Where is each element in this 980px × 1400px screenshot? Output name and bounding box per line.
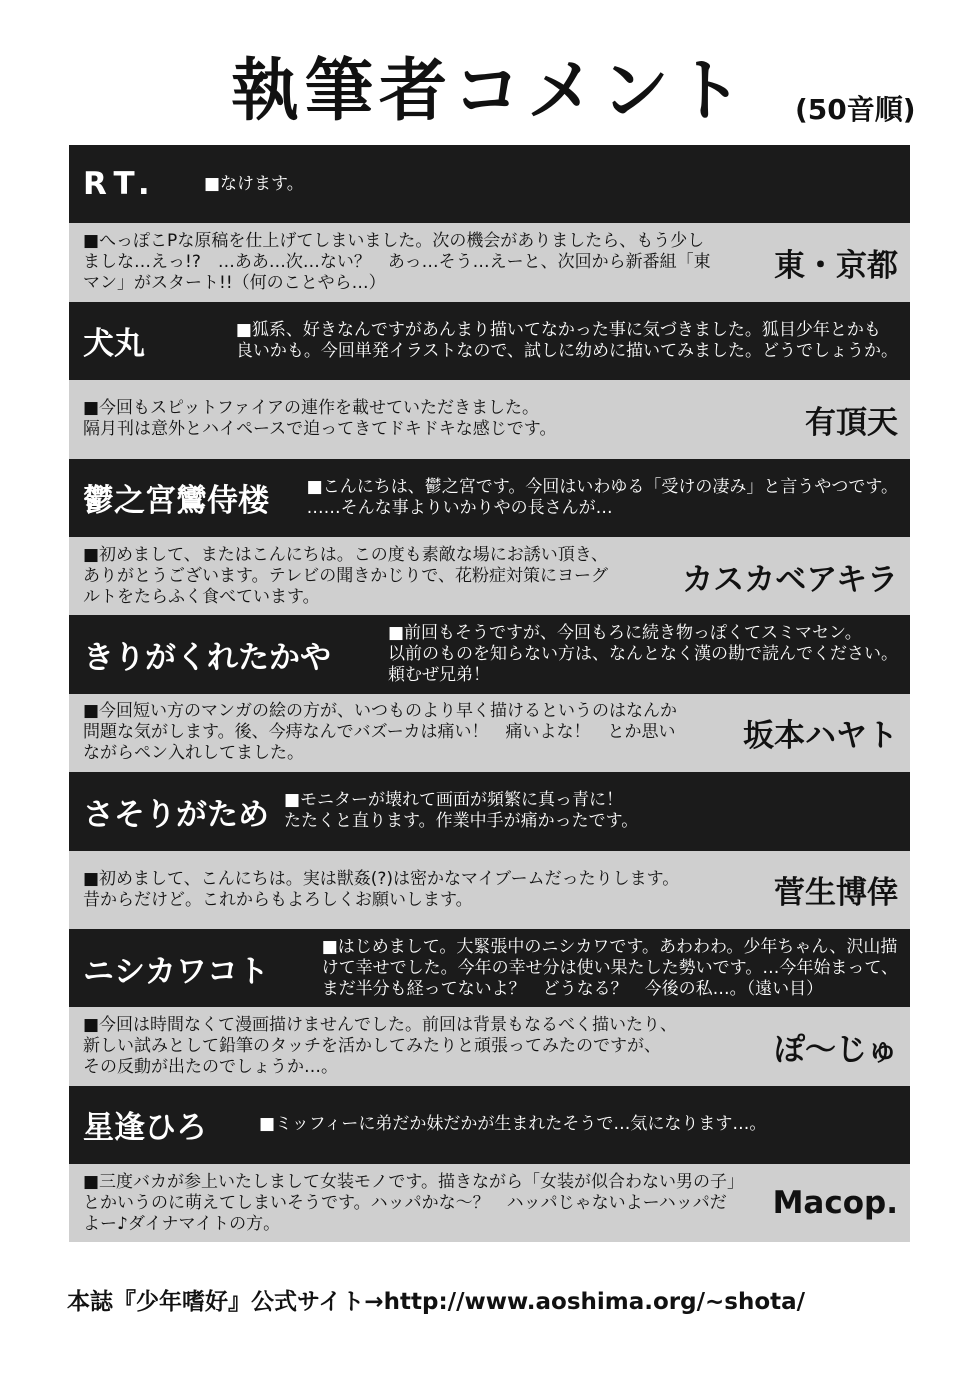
comment-row [69,694,910,772]
author-comment: ■ミッフィーに弟だか妹だかが生まれたそうで…気になります…。 [259,1114,767,1135]
comment-row [69,929,910,1007]
comment-row [69,1086,910,1164]
comment-row [69,1007,910,1085]
comment-row [69,302,910,380]
author-comment: ■前回もそうですが、今回もろに続き物っぽくてスミマセン。 以前のものを知らない方は、なんとなく漢の勘で読んでください。 頼むぜ兄弟！ [388,623,898,686]
author-name: RT. [83,166,158,203]
comment-row [69,537,910,615]
author-comment: ■初めまして、またはこんにちは。この度も素敵な場にお誘い頂き、 ありがとうございます。テレビの聞きかじりで、花粉症対策にヨーグ ルトをたらふく食べています。 [83,544,609,607]
comment-row [69,851,910,929]
author-comment: ■初めまして、こんにちは。実は獣姦(?)は密かなマイブームだったりします。 昔からだけど。これからもよろしくお願いします。 [83,868,680,910]
sort-order-note: (50音順) [795,93,916,126]
official-site-link[interactable]: 本誌『少年嗜好』公式サイト→http://www.aoshima.org/~shota/ [67,1289,806,1315]
author-comment: ■なけます。 [204,173,304,194]
author-name: 星逢ひろ [83,1110,207,1147]
author-comment: ■はじめまして。大緊張中のニシカワです。あわわわ。少年ちゃん、沢山描 けて幸せでした。今年の幸せ分は使い果たした勢いです。…今年始まって、 まだ半分も経ってないよ？ どうなる？ 今後の私…。（遠い目） [321,936,898,999]
comment-row [69,1164,910,1242]
author-name: Macop. [772,1185,898,1222]
comment-row [69,223,910,301]
author-comment: ■今回もスピットファイアの連作を載せていただきました。 隔月刊は意外とハイペースで迫ってきてドキドキな感じです。 [83,398,557,440]
author-name: 有頂天 [805,404,898,441]
author-name: きりがくれたかや [83,640,331,677]
page-title: 執筆者コメント [230,52,749,131]
author-name: 坂本ハヤト [743,718,898,755]
author-comment: ■モニターが壊れて画面が頻繁に真っ青に！ たたくと直ります。作業中手が痛かったです。 [284,790,639,832]
comment-row [69,772,910,850]
author-comment: ■三度バカが参上いたしまして女装モノです。描きながら「女装が似合わない男の子」 とかいうのに萌えてしまいそうです。ハッパかな～？ ハッパじゃないよーハッパだ よー♪ダイナマイトの方。 [83,1171,745,1234]
author-comment: ■こんにちは、鬱之宮です。今回はいわゆる「受けの凄み」と言うやつです。 ……そんな事よりいかりやの長さんが… [306,476,898,518]
author-name: 犬丸 [83,326,145,363]
comment-row [69,380,910,458]
author-name: 菅生博倖 [774,875,898,912]
author-name: カスカベアキラ [682,561,898,598]
author-comment: ■狐系、好きなんですがあんまり描いてなかった事に気づきました。狐目少年とかも 良いかも。今回単発イラストなので、試しに幼めに描いてみました。どうでしょうか。 [235,319,898,361]
comment-list [69,145,910,1242]
comment-row [69,615,910,693]
author-name: 東・京都 [774,248,898,285]
comment-row [69,459,910,537]
author-name: ニシカワコト [83,953,269,990]
comment-row [69,145,910,223]
author-name: さそりがため [83,796,269,833]
author-name: 鬱之宮鸞侍楼 [83,483,269,520]
author-name: ぽ～じゅ [774,1031,898,1068]
author-comment: ■今回短い方のマンガの絵の方が、いつものより早く描けるというのはなんか 問題な気がします。後、今痔なんでバズーカは痛い！ 痛いよな！ とか思い ながらペン入れしてました。 [83,701,678,764]
author-comment: ■今回は時間なくて漫画描けませんでした。前回は背景もなるべく描いたり、 新しい試みとして鉛筆のタッチを活かしてみたりと頑張ってみたのですが、 その反動が出たのでしょうか…。 [83,1014,678,1077]
author-comment: ■へっぽこPな原稿を仕上げてしまいました。次の機会がありましたら、もう少し ましな…えっ!? …ああ…次…ない？ あっ…そう…えーと、次回から新番組「東 マン」がスタート!!（何のことやら…） [83,231,711,294]
